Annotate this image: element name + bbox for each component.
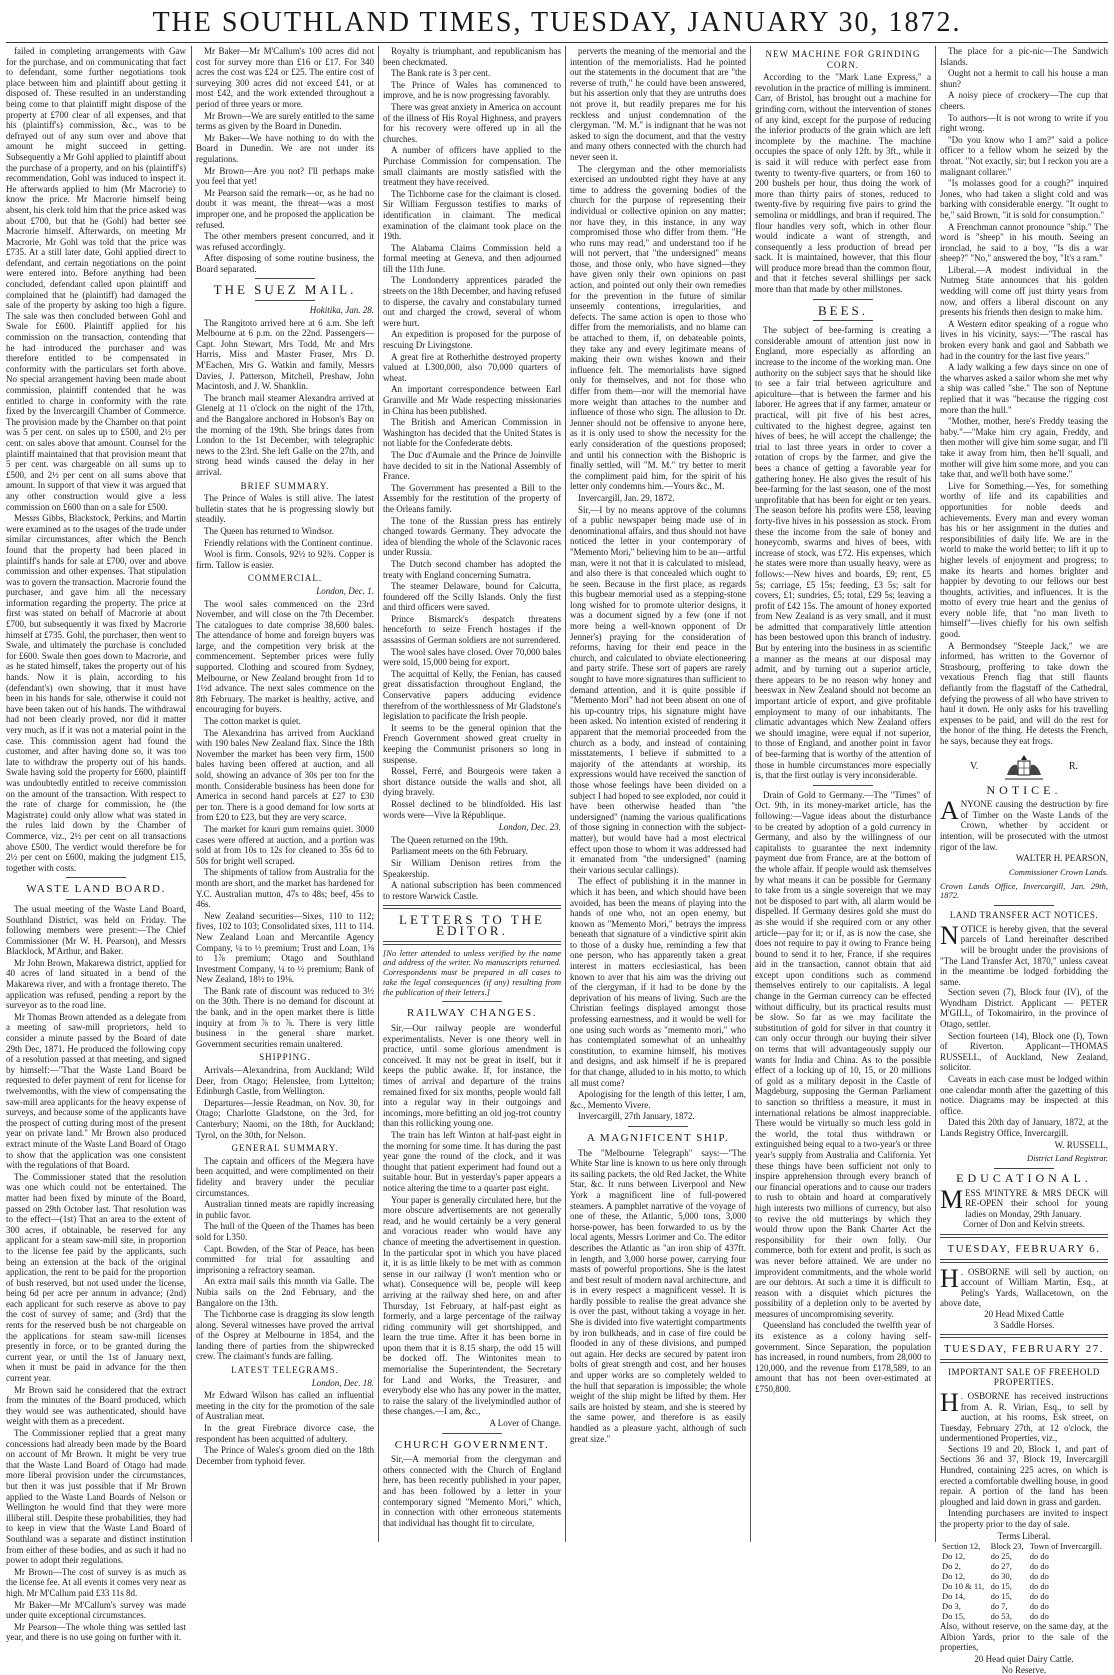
news-items	[383, 46, 561, 820]
freehold-body: H . OSBORNE has received instructions from A. R. Virian, Esq., to sell by auction, at his rooms, Esk street, on Tuesday, February 27th, at 12 o'clock, the undermentioned Properties, viz.,	[940, 1387, 1108, 1444]
paragraph: Friendly relations with the Continent continue.	[204, 537, 373, 548]
magnificent-ship-article	[570, 1148, 746, 1445]
paragraph: "Do you know who I am?" said a police officer to a fellow whom he seized by the throat. "Not exactly, sir; but I reckon you are a malignant collarer."	[940, 134, 1108, 177]
newspaper-masthead: THE SOUTHLAND TIMES, TUESDAY, JANUARY 30, 1872.	[152, 7, 962, 38]
paragraph: Queensland has concluded the twelfth year of its existence as a colony having self-government. Since Separation, the population has increased, in round numbers, from 28,000 to 120,000, and the revenue from £178,589, to an amount that has not been over-estimated at £750,800.	[755, 1320, 931, 1395]
notice-body: ANYONE causing the destruction by fire of Timber on the Waste Lands of the Crown, whether by accident or intention, will be prosecuted with the utmost rigor of the law.	[940, 796, 1108, 852]
paragraph: Mr Brown—Are you not? I'll perhaps make you feel that yet!	[196, 165, 374, 187]
paragraph: The wool sales have closed. Over 70,000 bales were sold, 15,000 being for export.	[383, 646, 561, 668]
paragraph: The Prince of Wales's groom died on the 18th December from typhoid fever.	[196, 1445, 374, 1466]
paragraph: An expedition is proposed for the purpose of rescuing Dr Livingstone.	[383, 329, 561, 351]
land-transfer-heading: LAND TRANSFER ACT NOTICES.	[949, 910, 1099, 921]
dairy-cattle-line: 20 Head quiet Dairy Cattle.	[974, 1654, 1074, 1664]
paragraph: The Alabama Claims Commission held a formal meeting at Geneva, and then adjourned till the 11th June.	[383, 242, 561, 274]
table-cell: do 7,	[990, 1601, 1008, 1612]
auction-date-heading-2: TUESDAY, FEBRUARY 27.	[943, 1343, 1105, 1356]
paragraph: The Prince of Wales is still alive. The latest bulletin states that he is progressing slowly but steadily.	[196, 493, 374, 525]
paragraph: A number of officers have applied to the Purchase Commission for compensation. The small claimants are mostly satisfied with the treatment they have received.	[383, 145, 561, 188]
paragraph: Mr Edward Wilson has called an influential meeting in the city for the promotion of the sale of Australian meat.	[196, 1390, 374, 1422]
table-cell: do do	[1029, 1551, 1049, 1562]
column-3	[383, 46, 561, 1542]
railway-letter	[383, 1023, 561, 1417]
paragraph: The acquittal of Kelly, the Fenian, has caused great dissatisfaction throughout England, the Conservative papers adducing evidence therefrom of the worthlessness of Mr Gladstone's legislation to pacificate the Irish people.	[383, 668, 561, 722]
paragraph: The branch mail steamer Alexandra arrived at Glenelg at 11 o'clock on the night of the 17th, and the Bangalore anchored in Hobson's Bay on the morning of the 19th. She brings dates from London to the 1st December, with telegraphic news to the 23rd. She left Galle on the 27th, and strong head winds caused the delay in her arrival.	[196, 392, 374, 477]
table-cell: Do 12,	[942, 1551, 966, 1562]
paragraph: The Commissioner replied that a great many concessions had already been made by the Board on account of Mr Brown. It might be very true that the Waste Land Board of Otago had made more liberal provision under the circumstances, but then it was just possible that if Mr Brown applied to the Waste Land Boards of Nelson or Wellington he would find that they were more illiberal still. Despite these probabilities, they had to keep in view that the Waste Land Board of Southland was a separate and distinct institution from either of these bodies, and as such it had no power to adopt their regulations.	[6, 1428, 186, 1566]
paragraph: Mr Pearson said the remark—or, as he had no doubt it was meant, the threat—was a most improper one, and he proposed the application be refused.	[196, 187, 374, 230]
paragraph: Mr Brown said he considered that the extract from the minutes of the Board produced, which they would see was authenticated, should have weight with them as a precedent.	[6, 1384, 186, 1427]
shipping-heading: SHIPPING.	[259, 1052, 311, 1063]
miscellany	[940, 46, 1108, 747]
column-divider	[750, 46, 751, 1542]
paragraph: Arrivals—Alexandrina, from Auckland; Wild Deer, from Otago; Helenslee, from Lyttelton; Edinburgh Castle, from Wellington.	[196, 1065, 374, 1097]
paragraph: Apologising for the length of this letter, I am, &c., Memento Vivere.	[570, 1089, 746, 1110]
column-4	[570, 46, 746, 1542]
general-summary-heading: GENERAL SUMMARY.	[231, 1143, 339, 1154]
gold-drain-article	[755, 790, 931, 1395]
paragraph: The Government has presented a Bill to the Assembly for the restitution of the property of the Orleans family.	[383, 482, 561, 514]
paragraph: 3 Saddle Horses.	[993, 1319, 1055, 1330]
paragraph: Mr Baker—We have nothing to do with the Board in Dunedin. We are not under its regulations.	[196, 132, 374, 164]
paragraph: Parliament meets on the 6th February.	[391, 846, 528, 857]
paragraph: The subject of bee-farming is creating a considerable amount of attention just now in England, more especially as affording an increase to the income of the working man. One authority on the subject says that he should like to see a fair trial between agriculture and apiculture—that is between the farmer and his laborer. He agrees that if any farmer, amateur or practical, will pit five of his best acres, cultivated to the highest degree, against ten hives of bees, he will accept the challenge; the trial to last three years in order to cover a rotation of crops by the farmer, and give the bees a chance of getting a favorable year for gathering honey. He also gives the result of his bee-farming for the last season, one of the most unprofitable that has been for eight or ten years. The season before his profits were £58, leaving forty-five hives in his possession as stock. From these the income from the sale of honey and honeycomb, swarms and hives of bees, with increase of stock, was £72. His expenses, which he states were more than usually heavy, were as follows:—New hives and boards, £9; rent, £5 5s; carriage, £5 15s; feeding, £3 5s; salt for covers, £1; sundries, £5; total, £29 5s; leaving a profit of £42 15s. The amount of honey exported from New Zealand is as very small, and it must be admitted that comparatively little attention has been bestowed upon this branch of industry. But by entering into the business in as scientific a manner as the means at our disposal may admit, and by turning out a superior article, there appears to be no reason why honey and beeswax in New Zealand should not become an important article of export, and give profitable employment to many of our inhabitants. The climatic advantages which New Zealand offers we should imagine, were equal if not superior, to those of England, and another point in favor of bee-farming that is worthy of the attention of those in humble circumstances more especially is, that the first outlay is very inconsiderable.	[755, 325, 931, 781]
paragraph: Royalty is triumphant, and republicanism has been checkmated.	[383, 46, 561, 67]
paragraph: Mr Thomas Brown attended as a delegate from a meeting of saw-mill proprietors, held to consider a minute passed by the Board of date 29th Dec, 1871. He produced the following copy of a resolution passed at that meeting, and signed by himself:—"That the Waste Land Board be requested to defer payment of rent for license for twelvemonths, with the view of compensating the saw-mill area applicants for the heavy expense of surveys, and because some of the applicants have the prospect of cutting during most of the present year on private land." Mr Brown also produced extract minute of the Waste Land Board of Otago to show that the application was one consistent with the regulations of that Board.	[6, 1011, 186, 1171]
paragraph: It seems to be the general opinion that the French Government showed great cruelty in keeping the Communist prisoners so long in suspense.	[383, 722, 561, 765]
auction-body: H . OSBORNE will sell by auction, on account of William Martin, Esq., at Peling's Yards, Wallacetown, on the above date,	[940, 1263, 1108, 1309]
auction-date-heading: TUESDAY, FEBRUARY 6.	[947, 1242, 1101, 1255]
paragraph: Caveats in each case must be lodged within one calendar month after the gazetting of this notice. Diagrams may be inspected at this office.	[940, 1074, 1108, 1116]
paragraph: Prince Bismarck's despatch threatens henceforth to seize French hostages if the assassins of German soldiers are not surrendered.	[383, 613, 561, 646]
paragraph: Drain of Gold to Germany.—The "Times" of Oct. 9th, in its money-market article, has the following:—Vague ideas about the disturbance to be created by adoption of a gold currency in Germany, and also by the willingness of our capitalists to guarantee the next indemnity payment due from France, are at the bottom of the whole affair. If people would ask themselves by what means it can be possible for Germany to take from us a single sovereign that we may not be disposed to part with, all alarm would be dispelled. If Germany desires gold she must do as she would if she required corn or any other article—pay for it; or if, as is now the case, she does not require to pay it owing to France being bound to send it to her, France, if she requires aid in the transaction, cannot obtain that aid except upon conditions such as commend themselves entirely to our capitalists. A legal change in the German currency can be effected without difficulty, but its practical results must be slow. So far as we may facilitate the substitution of gold for silver in that country it can only occur through our buying their silver on terms that will advantageously supply our wants for India and China. As to the possible effect of a locking up of 10, 15, or 20 millions of gold as a military deposit in the Castle of Magdeburg, supposing the German Parliament to sanction so thriftless a measure, it must in international relations be almost inappreciable. There would be virtually so much less gold in the world, the total thus withdrawn or extinguished being equal to a two-year's or three year's supply from Australia and California. Yet these things have been sufficient not only to inspire apprehension through every branch of our financial operations and to cause our traders to rush to obtain and hoard at comparatively high interests two millions of currency, but also to revive the old mutterings by which they would throw upon the Bank Charter Act the responsibility for their own folly. Our commerce, both for extent and profit, is such as was never before attained. We are under no improvident commitments, and the whole world are our debtors. At such a time it is difficult to reason with a disquiet which pictures the possibility of a depletion only to be averted by measures of uncompromising severity.	[755, 789, 931, 1319]
paragraph: To authors—It is not wrong to write if you right wrong.	[940, 112, 1108, 134]
paragraph: After disposing of some routine business, the Board separated.	[196, 253, 374, 274]
table-cell: Town of Invercargill.	[1029, 1541, 1102, 1552]
paragraph: The Alexandrina has arrived from Auckland with 190 bales New Zealand flax. Since the 18th November the market has been very firm, 1500 bales having been offered at auction, and all sold, showing an advance of 30s per ton for the month. Considerable business has been done for America in second hand parcels at £27 to £30 per ton. There is a good demand for low sorts at from £20 to £23, but they are very scarce.	[196, 727, 374, 823]
dateline: London, Dec. 18.	[311, 1377, 374, 1388]
table-cell: do 15,	[990, 1591, 1012, 1602]
paragraph: Intending purchasers are invited to inspect the property prior to the day of sale.	[940, 1508, 1108, 1530]
waste-land-board-heading: WASTE LAND BOARD.	[26, 883, 166, 896]
paragraph: The effect of publishing it in the manner in which it has been, and which should have been avoided, has been the means of playing into the hands of one who, not an open enemy, but known as "Memento Mori," betrays the impress beneath that signature of a vindictive spirit akin to those of a dusky hue, reminding a few that one person, who has apparently taken a great interest in matters ecclesiastical, has been known to aver that his aim was the driving out of the clergyman, if it had to be done by the deprivation of his means of living. Such are the Christian feelings displayed amongst those professing earnestness, and it would be well for one using such words as "memento mori," who has contemplated somewhat of an unhealthy constitution, to examine himself, his motives and designs, and ask himself if he is prepared for that change, alluded to in his motto, to which all must come?	[570, 876, 746, 1088]
paragraph: The market for kauri gum remains quiet. 3000 cases were offered at auction, and a portion was sold at from 10s to 12s for cleaned to 35s 6d to 50s for bright well scraped.	[196, 823, 374, 866]
paragraph: In the great Firebrace divorce case, the respondent has been acquitted of adultery.	[196, 1423, 374, 1444]
table-cell: do 30,	[990, 1571, 1012, 1582]
table-row	[940, 1541, 1108, 1551]
dateline: Hokitika, Jan. 28.	[309, 305, 374, 316]
table-cell: do do	[1029, 1591, 1049, 1602]
paragraph: The Tichborne case is dragging its slow length along. Several witnesses have proved the arrival of the Osprey at Melbourne in 1854, and the landing there of parties from the shipwrecked crew. The claimant's funds are falling.	[196, 1309, 374, 1362]
table-cell: do 27,	[990, 1561, 1012, 1572]
commercial-article	[196, 599, 374, 1050]
paragraph: Mr Brown—We are surely entitled to the same terms as given by the Board in Dunedin.	[196, 110, 374, 132]
table-cell: do 53,	[990, 1611, 1012, 1622]
court-report	[6, 46, 186, 873]
paragraph: The Rangitoto arrived here at 6 a.m. She left Melbourne at 6 p.m. on the 22nd. Passengers—Capt. John Stewart, Mrs Todd, Mr and Mrs Harris, Miss and Master Fraser, Mrs D. M'Eachen, Mrs G. Watkin and family, Messrs Davies, J. Patterson, Mitchell, Preshaw, John Macintosh, and J. W. Shanklin.	[196, 317, 374, 392]
church-government-heading: CHURCH GOVERNMENT.	[394, 1438, 550, 1451]
no-reserve-line: No Reserve.	[1001, 1664, 1047, 1675]
paragraph: Ought not a hermit to call his house a man shun?	[940, 68, 1108, 89]
crest-letter: R.	[1068, 761, 1078, 773]
paragraph: Section seven (7), Block four (IV), of the Wyndham District. Applicant — PETER M'GILL, of Tokomairiro, in the province of Otago, settler.	[940, 987, 1108, 1030]
paragraph: The "Melbourne Telegraph" says:—"The White Star line is known to us here only through its sailing packets, the old Red Jacket, the White Star, &c. It runs between Liverpool and New York a magnificent line of full-powered steamers. A pamphlet narrative of the voyage of one of these, the Atlantic, 5,000 tons, 3,000 horse-power, has been forwarded to us by the local agents, Messrs Lorimer and Co. The editor describes the Atlantic as "an iron ship of 437ft. in length, and 3,000 horse power, carrying four masts of powerful proportions. She is the latest and best result of modern naval architecture, and is in every respect a magnificent vessel. It is hardly possible to realise the great advance she is over the past, without taking a voyage in her. She is divided into five watertight compartments by iron bulkheads, and in case of fire could be flooded in any of these divisions, and pumped out again. Her decks are secured by patent iron bolts of great strength and cost, and her houses and upper works are so completely welded to the hull that separation is impossible; the whole weight of the ship might be lifted by them. Her sails are hoisted by steam, and she is steered by the same power, and therefore is as easily handled as a pleasure yacht, although of such great size."	[570, 1147, 746, 1444]
paragraph: The British and American Commission in Washington has decided that the United States is not liable for the Confederate debts.	[383, 417, 561, 449]
educational-heading: EDUCATIONAL.	[956, 1171, 1092, 1185]
paragraph: Wool is firm. Consols, 92½ to 92¾. Copper is firm. Tallow is easier.	[196, 549, 374, 570]
paragraph: The clergyman and the other memorialists exercised an undoubted right they have at any time to address the governing bodies of the church for the purpose of representing their individual or collective opinion on any matter; nor have they, in this instance, in any way compromised those who differ from them. "He who runs may read," and understand too if he will not pervert, that "the undersigned" means those, and those only, who have signed—they have given only their own opinions on past action, and pointed out only their own remedies for the prevention in the future of similar unseemly contentions, irregularities, and defects. The same action is open to those who differ from the memorialists, and no blame can be attached to them, if, on debateable points, they take any and every legitimate means of making their own wishes known and their influence felt. The memorialists have signed only for themselves, and not for those who differ from them—nor will the memorial have more weight than attaches to the number and influence of those who sign. The allusion to Dr. Jenner should not be offensive to anyone here, as it is only used to show the necessity for the early consideration of the questions proposed; and until his connection with the Bishopric is finally settled, will "M. M." try better to merit the compliment paid him, for the spirit of his letter only condemns him.—Yours &c., M.	[570, 163, 746, 492]
paragraph: The shipments of tallow from Australia for the month are short, and the market has hardened for Y.C. Australian mutton, 47s to 48s; beef, 45s to 46s.	[196, 867, 374, 910]
column-divider	[191, 46, 192, 1542]
board-dialogue	[196, 46, 374, 274]
paragraph: failed in completing arrangements with Gaw for the purchase, and on communicating that fact to defendant, some further negotiations took place between him and plaintiff about getting it disposed of. These resulted in an understanding being come to that plaintiff might dispose of the property at £700 clear of all expenses, and that his (plaintiff's) commission, &c., was to be defrayed out of any sum over and above that amount he might succeed in getting. Subsequently a Mr Gohl applied to plaintiff about the purchase of a property, and on his (plaintiff's) recommendation, Gohl was induced to inspect it. He afterwards applied to him (Mr Macrorie) to know the price. Mr Macrorie himself being absent, his clerk told him that the price asked was about £700, but that he (Gohl) had better see Macrorie himself. Afterwards, on meeting Mr Macrorie, Mr Gohl was told that the price was £735. At a still later date, Gohl applied direct to defendant, and certain negotiations on the point were entered into. Before anything had been concluded, defendant called upon plaintiff and complained that he (plaintiff) had damaged the sale of the property by asking too high a figure. The sale was then concluded between Gohl and Swale for £600. Plaintiff applied for his commission on the transaction, contending that he had introduced the purchaser and was therefore entitled to be compensated in conformity with the particulars set forth above. No special arrangement having been made about commission, plaintiff contended that he was entitled to charge in conformity with the rate fixed by the Invercargill Chamber of Commerce. The provision made by the Chamber on that point was 5 per cent. on sales up to £500, and 2½ per cent. on sales above that amount. Counsel for the plaintiff maintained that that provision meant that 5 per cent. was chargeable on all sums up to £500, and 2½ per cent on all sums above that amount. In support of that view it was argued that any other construction would give a less commission on £600 than on a sale for £500.	[6, 46, 186, 512]
paragraph: According to the "Mark Lane Express," a revolution in the practice of milling is imminent. Carr, of Bristol, has brought out a machine for grinding corn, without the intervention of stones of any kind, except for the purpose of reducing the inferior products of the grain which are left incomplete by the machine. The machine occupies the space of only 12ft. by 3ft., while it is said it will reduce with perfect ease from twenty to twenty-five quarters, or from 160 to 200 bushels per hour, thus doing the work of more than thirty pairs of stones, reduced to twenty-five by requiring five pairs to grind the semolina or middlings, and bran if required. The flour handles very soft, which in other flour would indicate a want of strength, and consequently a less production of bread per sack. It is maintained, however, that this flour will produce more bread than the common flour, and that it fetches several shillings per sack more than that made by other millstones.	[755, 72, 931, 295]
latest-telegrams-article	[196, 1390, 374, 1466]
crest-letter: V.	[970, 761, 979, 773]
paragraph: Mr Brown—The cost of survey is as much as the license fee. At all events it comes very near as high. Mr M'Callum paid £33 11s 8d.	[6, 1566, 186, 1598]
brief-summary-article	[196, 493, 374, 570]
table-cell: Do 10 & 11,	[942, 1581, 985, 1592]
land-transfer-body: NOTICE is hereby given, that the several parcels of Land hereinafter described will be brought under the provisions of "The Land Transfer Act, 1870," unless caveat in the meantime be lodged forbidding the same.	[940, 920, 1108, 987]
grinding-corn-heading: NEW MACHINE FOR GRINDING CORN.	[765, 49, 921, 70]
notice-heading: NOTICE.	[986, 782, 1062, 797]
paragraph: Invercargill, Jan. 29, 1872.	[578, 492, 675, 503]
latest-telegrams-heading: LATEST TELEGRAMS.	[231, 1365, 339, 1376]
paragraph: Mr John Brown, Makarewa district, applied for 40 acres of land situated in a bend of the Makarewa river, and with a frontage thereto. The application was refused, pending a report by the surveyor as to the road line.	[6, 957, 186, 1011]
terms-line: Terms Liberal.	[997, 1530, 1051, 1541]
table-cell: Block 23,	[990, 1541, 1024, 1552]
paragraph: Sir,—A memorial from the clergyman and others connected with the Church of England here, has been recently published in your paper, and has been followed by a letter in your contemporary signed "Memento Mori," which, in connection with other erroneous statements that individual has thought fit to circulate,	[383, 1454, 561, 1528]
letters-heading: LETTERS TO THE EDITOR.	[399, 912, 545, 938]
commercial-heading: COMMERCIAL.	[247, 573, 323, 584]
church-letters-continued	[570, 46, 746, 1122]
table-cell: Do 3,	[942, 1601, 961, 1612]
table-cell: Section 12,	[942, 1541, 981, 1552]
paragraph: The wool sales commenced on the 23rd November, and will close on the 7th December. The catalogues to date comprise 38,600 bales. The attendance of home and foreign buyers was large, and the competition very brisk at the commencement. September prices were fully supported. Clothing and scoured from Sydney, Melbourne, or New Zealand brought from 1d to 1½d advance. The next sales commence on the 8th February. The market is healthy, active, and encouraging for buyers.	[196, 598, 374, 715]
paragraph: Dated this 20th day of January, 1872, at the Lands Registry Office, Invercargill.	[940, 1117, 1108, 1139]
educational-address: Corner of Don and Kelvin streets.	[963, 1219, 1085, 1230]
column-divider	[565, 46, 566, 1542]
paragraph: Mr Baker—Mr M'Callum's survey was made under quite exceptional circumstances.	[6, 1599, 186, 1621]
letters-disclaimer: [No letter attended to unless verified by the name and address of the writer. No manuscripts returned. Correspondents must be prepared in all cases to take the legal consequences (if any) resulting from the publication of their letters.]	[383, 947, 561, 997]
notice-office: Crown Lands Office, Invercargill, Jan. 29th, 1872.	[940, 880, 1108, 901]
paragraph: The train has left Winton at half-past eight in the morning for some time. It has during the past year gone the round of the clock, and it was thought that patient experiment had found out a suitable hour. But in yesterday's paper appears a notice altering the time to a quarter past eight.	[383, 1130, 561, 1193]
column-divider	[378, 46, 379, 1542]
column-2	[196, 46, 374, 1542]
paragraph: An important correspondence between Earl Granville and Mr Wade respecting missionaries in China has been published.	[383, 384, 561, 416]
land-transfer-sections	[940, 987, 1108, 1138]
table-row	[940, 1571, 1108, 1581]
paragraph: Invercargill, 27th January, 1872.	[578, 1111, 695, 1122]
table-cell: Do 2,	[942, 1561, 961, 1572]
paragraph: The Tichborne case for the claimant is closed. Sir William Fergusson testifies to marks of identification in claimant. The medical examination of the claimant took place on the 19th.	[383, 188, 561, 242]
paragraph: Departures—Jessie Readman, on Nov. 30, for Otago; Charlotte Gladstone, on the 3rd, for Canterbury; Naomi, on the 18th, for Auckland; Tyrol, on the 30th, for Nelson.	[196, 1097, 374, 1140]
paragraph: Liberal.—A modest individual in the Nutmeg State announces that his golden wedding will come off just thirty years from now, and offers a liberal discount on any presents his friends then design to make him.	[940, 264, 1108, 318]
paragraph: The Prince of Wales has commenced to improve, and he is now progressing favorably.	[383, 79, 561, 101]
paragraph: Section fourteen (14), Block one (I), Town of Riverton. Applicant—THOMAS RUSSELL, of Auckland, New Zealand, solicitor.	[940, 1030, 1108, 1073]
table-cell: Do 12,	[942, 1571, 966, 1582]
table-cell: do do	[1029, 1571, 1049, 1582]
paragraph: Australian tinned meats are rapidly increasing in public favor.	[196, 1199, 374, 1220]
paragraph: A great fire at Rotherhithe destroyed property valued at L300,000, also 70,000 quarters of wheat.	[383, 351, 561, 383]
paragraph: A national subscription has been commenced to restore Warwick Castle.	[383, 880, 561, 901]
paragraph: The captain and officers of the Megæra have been acquitted, and were complimented on their fidelity and bravery under the peculiar circumstances.	[196, 1155, 374, 1198]
paragraph: The usual meeting of the Waste Land Board, Southland District, was held on Friday. The following members were present:—The Chief Commissioner (Mr W. H. Pearson), and Messrs Blacklock, M'Arthur, and Baker.	[6, 903, 186, 957]
column-5	[755, 46, 931, 1542]
paragraph: The hull of the Queen of the Thames has been sold for L350.	[196, 1221, 374, 1242]
paragraph: The Bank rate is 3 per cent.	[391, 68, 491, 79]
paragraph: An extra mail sails this month via Galle. The Nubia sails on the 2nd February, and the Bangalore on the 13th.	[196, 1276, 374, 1308]
shipping-article	[196, 1065, 374, 1140]
notice-signature-title: Commissioner Crown Lands.	[1008, 866, 1108, 877]
paragraph: The cotton market is quiet.	[204, 716, 301, 727]
dateline: London, Dec. 1.	[316, 585, 374, 596]
table-cell: do 15,	[990, 1581, 1012, 1592]
letter-signature: A Lover of Change.	[489, 1418, 561, 1429]
table-row	[940, 1551, 1108, 1561]
paragraph: 20 Head Mixed Cattle	[984, 1308, 1064, 1319]
paragraph: perverts the meaning of the memorial and the intention of the memorialists. Had he pointed out the statements in the document that are "the reverse of truth," he could have been answered, but his assertion only that they are untruths does not prove it, but readily prepares me for his reckless and unjust condemnation of the clergyman. "M. M." is indignant that he was not asked to sign the document, and that the vestry and many others connected with the church had never seen it.	[570, 46, 746, 162]
paragraph: The Dutch second chamber has adopted the treaty with England concerning Sumatra.	[383, 558, 561, 580]
paragraph: Live for Something.—Yes, for something worthy of life and its capabilities and opportunities for noble deeds and achievements. Every man and every woman has his or her assignment in the duties and responsibilities of daily life. We are in the world to make the world better; to lift it up to higher levels of enjoyment and progress; to make its hearts and homes brighter and happier by devoting to our fellows our best thoughts, activities, and influences. It is the motto of every true heart and the genius of every noble life, that "no man liveth to himself"—lives chiefly for his own selfish good.	[940, 480, 1108, 640]
paragraph: "Is molasses good for a cough?" inquired Jones, who had taken a slight cold and was barking with considerable energy. "It ought to be," said Brown, "it is sold for consumption."	[940, 178, 1108, 220]
railway-changes-heading: RAILWAY CHANGES.	[407, 1007, 537, 1020]
paragraph: The place for a pic-nic—The Sandwich Islands.	[940, 46, 1108, 67]
paragraph: The other members present concurred, and it was refused accordingly.	[196, 231, 374, 252]
dateline: London, Dec. 23.	[498, 822, 561, 833]
paragraph: Mr Pearson—The whole thing was settled last year, and there is no use going on further with it.	[6, 1621, 186, 1643]
table-row	[940, 1611, 1108, 1621]
freehold-sale-heading: IMPORTANT SALE OF FREEHOLD PROPERTIES.	[948, 1366, 1100, 1388]
land-registrar-signature: W. RUSSELL,	[1054, 1139, 1108, 1150]
table-row	[940, 1581, 1108, 1591]
church-letter	[383, 1454, 561, 1528]
paragraph: A Bermondsey "Steeple Jack," we are informed, has written to the Governor of Strasbourg, proffering to take down the vexatious French flag that still flaunts defiantly from the flagstaff of the Cathedral, defying the prowess of all who have striven to haul it down. He only asks for his travelling expenses to be paid, and will do the rest for the honor of the thing. He detests the French, he says, because they eat frogs.	[940, 640, 1108, 746]
paragraph: The Queen has returned to Windsor.	[204, 525, 334, 536]
paragraph: The Queen returned on the 19th.	[391, 834, 508, 845]
paragraph: The tone of the Russian press has entirely changed towards Germany. They advocate the idea of blending the whole of the Sclavonic races under Russia.	[383, 515, 561, 558]
paragraph: The Commissioner stated that the resolution was one which could not be entertained. The matter had been fixed by minute of the Board, passed on 29th October last. That resolution was to the effect—(1st) That an area to the extent of 300 acres, if obtainable, be reserved for any applicant for a steam saw-mill site, in proportion to the license fee paid by the applicants, such being an extension at the back of the original application, the rent to be paid for the proportion of bush reserved, but not used under the license, being 6d per acre per annum in advance; (2nd) each applicant for such reserve as above to pay the cost of survey of same; and (3rd) that the rents for the reserved bush be not chargeable on the applications for steam saw-mill licenses presently in force, or to be granted during the current year, or until the 1st of January next, when it must be paid in advance for the then current year.	[6, 1171, 186, 1384]
table-row	[940, 1591, 1108, 1601]
paragraph: Sir William Denison retires from the Speakership.	[383, 857, 561, 879]
news-items-continued	[383, 835, 561, 902]
table-row	[940, 1561, 1108, 1571]
paragraph: Sir,—I by no means approve of the columns of a public newspaper being made use of in denominational affairs, and thus should not have noticed the letter in your contemporary of "Memento Mori," believing him to be an—artful man, were it not that it is calculated to mislead, and also there is that concealed which ought to be seen. Because in the first place, as regards this bugbear memorial used as a stepping-stone long wished for to promote ulterior designs, it was a document signed by a few (one if not more being a well-known opponent of Dr Jenner's) praying for the consideration of reforms, having for their end peace in the church, and calculated to obviate electioneering and party strife. These sort of papers are rarely sought to have more signatures than sufficient to demand attention, and it is quite possible if "Memento Mori" had not been absent on one of his up-country trips, his signature might have been asked. No intention existed of rendering it apparent that the memorial proceeded from the church as a body, and instead of containing misstatements, I believe if submitted to a majority of the attendants at worship, its expressions would have received the sanction of those whose feelings have been divided on a subject I had hoped to see exploded, nor could it have been otherwise headed than "the undersigned" (naming the various qualifications of those signing in connection with the subject-matter), but would have had a most electrical effect upon those to whom it was addressed had it emanated from "the undersigned" (naming their various secular callings).	[570, 504, 746, 875]
brief-summary-heading: BRIEF SUMMARY.	[240, 480, 330, 491]
table-cell: do do	[1029, 1561, 1049, 1572]
paragraph: The Londonderry apprentices paraded the streets on the 18th December, and having refused to disperse, the cavalry and constabulary turned out and charged the crowd, several of whom were hurt.	[383, 275, 561, 328]
paragraph: New Zealand securities—Sixes, 110 to 112; fives, 102 to 103; Consolidated sixes, 111 to 114. New Zealand Loan and Mercantile Agency Company, ¼ to ½ premium; Trust and Loan, 1⅝ to 1⅞ premium; Otago and Southland Investment Company, ¼ to ½ premium; Bank of New Zealand, 18½ to 19⅛.	[196, 910, 374, 985]
paragraph: Your paper is generally circulated here, but the more obscure advertisements are not generally read, and he would certainly be a very general and voracious reader who would have any chance of meeting the advertisement in question. In the particular spot in which you have placed it, it is as little likely to be met with as common sense in our railway (I won't mention who or what). Consequence will be, people will keep arriving at the railway shed here, on and after Thursday, 1st February, at half-past eight as formerly, and a large percentage of the railway riding community will get shortshipped, and learn the true time. After it has been borne in upon them that it is 8.15 sharp, the odd 15 will be docked off. The Wintonites mean to memorialise the Superintendent, the Secretary for Land and Works, the Treasurer, and everybody else who has any power in the matter, to raise the salary of the livelymindled author of these changes.—I am, &c.,	[383, 1194, 561, 1417]
column-divider	[935, 46, 936, 1542]
table-row	[940, 1601, 1108, 1611]
waste-land-board-article	[6, 904, 186, 1643]
freehold-details	[940, 1444, 1108, 1530]
paragraph: Messrs Gibbs, Blackstock, Perkins, and Martin were examined as to the usages of the trade under similar circumstances, after which the Bench found that the property had been placed in plaintiff's hands for sale at £700, over and above commission and other expenses. That stipulation was to govern the transaction. Macrorie found the purchaser, and gave him all the necessary information regarding the property. The price at first was stated on behalf of Macrorie at about £700, but subsequently it was fixed by Macrorie himself at £735. Gohl, the purchaser, then went to Swale, and ultimately the purchase is concluded for £600. Swale then goes down to Macrorie, and as he stated himself, takes the property out of his hands. Now it is plain, according to his (defendant's) own showing, that it must have been in his hands for sale, otherwise it could not have been taken out of his hands. The withdrawal had not been clearly proved, nor did it matter very much, as if it was not a material point in the case. This commission agent had found the customer, and after having done so, it was too late to withdraw the property out of his hands. Swale having sold the property for £600, plaintiff was undoubtedly entitled to receive commission on the amount of the transaction. With respect to the rate of charge for commission, he (the Magistrate) could only allow what was stated in the rules laid down by the Chamber of Commerce, viz., 2½ per cent on all transactions above £500. The verdict would therefore be for 2½ per cent on £600, making the judgment £15, together with costs.	[6, 513, 186, 873]
table-cell: Do 15,	[942, 1611, 966, 1622]
paragraph: The Duc d'Aumale and the Prince de Joinville have decided to sit in the National Assembly of France.	[383, 449, 561, 482]
paragraph: The Bank rate of discount was reduced to 3½ on the 30th. There is no demand for discount at the bank, and in the open market there is little inquiry at from ⅞ to ⅞. There is very little business in the general share market. Government securities remain unaltered.	[196, 985, 374, 1049]
masthead-rule	[6, 42, 1108, 43]
royal-arms-icon	[1001, 753, 1047, 783]
also-line: Also, without reserve, on the same day, at the Albion Yards, prior to the sale of the properties,	[940, 1621, 1108, 1653]
column-1	[6, 46, 186, 1643]
table-cell: Do 14,	[942, 1591, 966, 1602]
table-cell: do do	[1029, 1581, 1049, 1592]
table-cell: do do	[1029, 1601, 1049, 1612]
auction-items	[940, 1309, 1108, 1330]
paragraph: Capt. Bowden, of the Star of Peace, has been committed for trial for assaulting and imprisoning a refractory seaman.	[196, 1243, 374, 1275]
bees-heading: BEES.	[817, 302, 869, 318]
suez-mail-heading: THE SUEZ MAIL.	[213, 282, 357, 298]
suez-mail-article	[196, 318, 374, 478]
paragraph: Sir,—Our railway people are wonderful experimentalists. Never is one theory well in practice, until some glorious amendment is conceived. It may not be great in itself, but it keeps the public awake. If, for instance, the times of arrival and departure of the trains remained fixed for six months, people would fall into a regular way in their outgoings and incomings, more befitting an old jog-trot country than this rollicking young one.	[383, 1023, 561, 1129]
magnificent-ship-heading: A MAGNIFICENT SHIP.	[586, 1131, 730, 1144]
paragraph: Rossel declined to be blindfolded. His last words were—Vive la République.	[383, 798, 561, 820]
paragraph: A lady walking a few days since on one of the wharves asked a sailor whom she met why a ship was called "she." The son of Neptune replied that it was "because the rigging cost more than the hull."	[940, 362, 1108, 415]
paragraph: Mr Baker—Mr M'Callum's 100 acres did not cost for survey more than £16 or £17. For 340 acres the cost was £24 or £25. The entire cost of surveying 300 acres did not exceed £41, or at most £42, and the work extended throughout a period of three years or more.	[196, 46, 374, 109]
paragraph: A Frenchman cannot pronounce "ship." The word is "sheep" in his mouth. Seeing an ironclad, he said to a boy, "Is dis a war sheep?" "No," answered the boy, "It's a ram."	[940, 221, 1108, 264]
land-registrar-title: District Land Registrar.	[1027, 1153, 1108, 1164]
paragraph: "Mother, mother, here's Freddy teasing the baby."—"Make him cry again, Freddy, and then mother will give him some sugar, and I'll take it away from him, then he'll squall, and mother will give him some more, and you can take that, and we'll both have some."	[940, 416, 1108, 480]
column-6	[940, 46, 1108, 1675]
notice-signature: WALTER H. PEARSON,	[1015, 853, 1108, 864]
table-cell: do 25,	[990, 1551, 1012, 1562]
table-cell: do do	[1029, 1611, 1049, 1622]
paragraph: There was great anxiety in America on account of the illness of His Royal Highness, and prayers for his recovery were offered up in all the churches.	[383, 101, 561, 144]
paragraph: The steamer Delaware, bound for Calcutta, foundered off the Scilly Islands. Only the first and third officers were saved.	[383, 581, 561, 613]
grinding-corn-article	[755, 72, 931, 294]
royal-crest	[970, 753, 1078, 783]
bees-article	[755, 325, 931, 781]
educational-body: MESS M'INTYRE & MRS DECK will RE-OPEN their school for young ladies on Monday, 29th January.	[940, 1184, 1108, 1219]
paragraph: Sections 19 and 20, Block 1, and part of Sections 36 and 37, Block 19, Invercargill Hundred, containing 225 acres, on which is erected a comfortable dwelling house, in good repair. A portion of the land has been ploughed and laid down in grass and garden.	[940, 1443, 1108, 1507]
paragraph: A Western editor speaking of a rogue who lives in his vicinity, says:—"The rascal has broken every bank and gaol and Sabbath we had in the country for the last five years."	[940, 318, 1108, 361]
general-summary-article	[196, 1156, 374, 1362]
sections-table	[940, 1541, 1108, 1621]
paragraph: Rossel, Ferré, and Bourgeois were taken a short distance outside the walls and shot, all dying bravely.	[383, 766, 561, 798]
paragraph: A noisy piece of crockery—The cup that cheers.	[940, 90, 1108, 111]
